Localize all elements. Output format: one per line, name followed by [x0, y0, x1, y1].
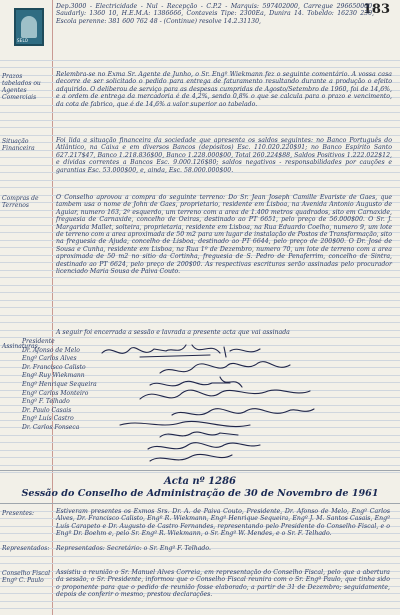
- ruled-line: [0, 322, 400, 323]
- ruled-line: [0, 135, 400, 136]
- row-label-finance: Situação Financeira: [2, 138, 35, 152]
- presence-list: [22, 338, 97, 433]
- ruled-line: [0, 541, 400, 542]
- ruled-line: [0, 307, 400, 308]
- row-text-present: Estiveram presentes os Exmos Srs. Dr. A. de Paiva Couto, Presidente, Dr. Afonso de Melo, Engº Carlos Alves, Dr. Francisco Calisto, Engº R. Wiekmann, Engº Henrique Sequeira, Engº J. M. Santos Casais, Engº Luís Carapeto e Dr. Augusto de Castro Fernandes, representando pelo Presidente do Conselho Fiscal, e o Engº Dr. Boehm e, pelo Sr. Engº R. Wiekmann, o Sr. Engº W. Mendes, e o Sr. F. Telhado.: [56, 508, 390, 538]
- ruled-line: [0, 608, 400, 609]
- ruled-line: [0, 187, 400, 188]
- signature-stroke: [160, 362, 290, 373]
- row-text-agents: Relembra-se no Exma Sr. Agente de Junho, o Sr. Engº Wiekmann fez o seguinte comentário. A vossa casa decorre de ser solicitado o pedido para entrega de faturamento resultando durante a produção o efeito adquirido. O deliberou de serviço para as despesas cumpridas de Agosto/Setembro de 1960, foi de 14,6%, e a ordem de entrega da mercadoria é de 4,2%, sendo 0,8% o que se calcula para o prazo e vencimento, da cota de fabrico, que é de 14,6% a valor superior ao tabelado.: [56, 71, 392, 108]
- minutes-title: Acta nº 1286: [163, 476, 236, 487]
- ruled-line: [0, 315, 400, 316]
- ruled-line: [0, 285, 400, 286]
- header-paragraph: Dep.3000 - Electricidade - Nul - Recepção - C.P.2 - Marquis: 597402000, Carregue 296650000, Saudarly: 1360 10, H.E.M.A: 1386666, Contaveis Tipe: 2300Ea, Dunira 14. Tobeldo: 16230 230, Escola perenne: 381 600 762 48 - (Continue) resolve 14.2.31130,: [56, 3, 374, 25]
- presence-item: Dr. Carlos Fonseca: [22, 423, 80, 431]
- ruled-line: [0, 292, 400, 293]
- ruled-line: [0, 300, 400, 301]
- ruled-line: [0, 180, 400, 181]
- presence-item: Dr. Paulo Casais: [22, 406, 72, 414]
- ruled-line: [0, 60, 400, 61]
- presence-item: Engº Luís Castro: [22, 415, 74, 423]
- ruled-line: [0, 563, 400, 564]
- ruled-line: [0, 472, 400, 473]
- stamp-portrait: [21, 16, 37, 38]
- presence-item: Engº Ruy Wiekmann: [22, 372, 85, 380]
- ruled-line: [0, 127, 400, 128]
- ruled-line: [0, 277, 400, 278]
- fiscal-stamp: [14, 8, 44, 46]
- presence-item: Engº Henrique Sequeira: [22, 380, 97, 388]
- row-text-finance: Foi lida a situação financeira da sociedade que apresenta os saldos seguintes: no Banco Português do Atlântico, na Caixa e em diversos Bancos (depósitos) Esc. 110.020.220$91; no Banco Espírito Santo 627.217$47, Banco 1.218.836$00, Banco 1.228.000$00, Total 260.224$88, Saldos Positivos 1.222.022$12, e dívidas correntes a Bancos Esc. 9.000.126$80; saldos negativos - responsabilidades por cauções e garantias Esc. 53.000$00, e, ainda, Esc. 58.000.000$00.: [56, 137, 392, 174]
- row-label-present: Presentes:: [2, 510, 35, 517]
- signature-stroke: [120, 421, 250, 426]
- title-divider: [0, 503, 400, 504]
- presence-item: Engº F. Telhado: [22, 398, 70, 406]
- row-text-represented: Representados: Secretário: o Sr. Engº F. Telhado.: [56, 545, 211, 552]
- ruled-line: [0, 601, 400, 602]
- closing-sentence: A seguir foi encerrada a sessão e lavrada a presente acta que vai assinada: [56, 329, 290, 336]
- row-label-signatures: Assinaturas: [2, 343, 38, 350]
- signature-stroke: [150, 454, 232, 461]
- presence-item: Engº Carlos Monteiro: [22, 389, 89, 397]
- presence-item: Engº Carlos Alves: [22, 355, 77, 363]
- signature-stroke: [172, 409, 314, 415]
- signature-stroke: [160, 432, 238, 437]
- presence-item: Presidente: [22, 338, 55, 345]
- row-label-land: Compras de Terrenos: [2, 195, 39, 209]
- signature-stroke: [148, 443, 260, 449]
- presence-item: Dr. Afonso de Melo: [22, 346, 80, 354]
- presence-item: Dr. Francisco Calisto: [22, 363, 86, 371]
- handwritten-signatures: [100, 337, 380, 467]
- ruled-line: [0, 120, 400, 121]
- page-number: 183: [362, 2, 390, 17]
- signature-stroke: [150, 377, 242, 387]
- session-title: Sessão do Conselho de Administração de 30 de Novembro de 1961: [21, 488, 379, 499]
- stamp-text: SELO: [17, 38, 29, 43]
- row-label-represented: Representados:: [2, 545, 50, 552]
- ruled-line: [0, 67, 400, 68]
- row-text-fiscal: Assistiu a reunião o Sr. Manuel Alves Correia, em representação do Conselho Fiscal, pelo que a abertura da sessão, o Sr. Presidente, informou que o Conselho Fiscal reunira com o Sr. Engº Paulo, que tinha sido o proponente para que o pedido de reunião fosse elaborado, a partir de 31 de Dezembro; seguidamente, depois de conferir o mesmo, prestou declarações.: [56, 569, 390, 599]
- ruled-line: [0, 556, 400, 557]
- ruled-line: [0, 112, 400, 113]
- row-text-land: O Conselho aprovou a compra do seguinte terreno: Do Sr. Jean Joseph Camille Evariste de Gaes, que tambem usa o nome de John de Gaes, proprietario, residente em Lisboa, na Avenida Antonio Augusto de Aguiar, numero 163, 2º esquerdo, um terreno com a area de 1.400 metros quadrados, sito em Carnaxide, freguesia de Carnaxide, concelho de Oeiras, destinado ao PT 6651, pelo preço de 56.000$00. O Sr. J. Margarida Mallet, solteira, proprietaria, residente em Lisboa, na Rua Eduardo Coelho, numero 9, um lote de terreno com a area aproximada de 50 m2 para um lugar de instalação de Postos de Transformação, sito na freguesia de Ajuda, concelho de Lisboa, destinado ao PT 6644, pelo preço de 200$00. O Dr. José de Sousa e Cunha, residente em Lisboa, na Rua 1º de Dezembro, numero 70, um lote de terreno com a area aproximada de 50 m2 no sitio da Cortinha, freguesia de S. Pedro de Penaferrim, concelho de Sintra, destinado ao PT 6624, pelo preço de 200$00. As respectivas escrituras serão assinadas pelo procurador licenciado Maria Sousa de Paiva Couto.: [56, 194, 392, 276]
- signature-stroke: [102, 345, 260, 357]
- row-label-fiscal: Conselho Fiscal Engº C. Paulo: [2, 570, 51, 584]
- row-label-agents: Prazos tabelados ou Agentes Comerciais: [2, 73, 41, 101]
- section-divider: [0, 470, 400, 471]
- signature-stroke: [140, 390, 310, 399]
